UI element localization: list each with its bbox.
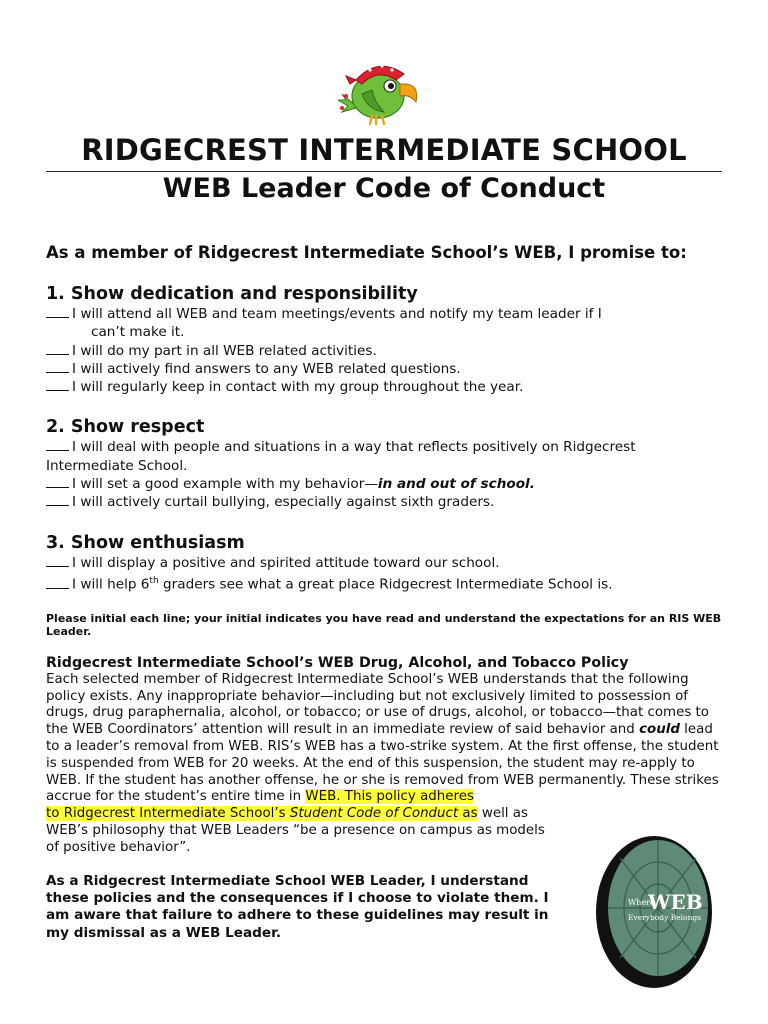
pledge-item: I will attend all WEB and team meetings/events and notify my team leader if I (46, 305, 722, 323)
pledge-item: I will do my part in all WEB related activities. (46, 342, 722, 360)
badge-web-text: WEB (648, 890, 703, 914)
section-enthusiasm (46, 532, 722, 594)
initial-blank[interactable] (46, 438, 69, 451)
web-badge-logo (592, 832, 716, 992)
policy-philosophy: WEB’s philosophy that WEB Leaders “be a presence on campus as models of positive behavior”. (46, 822, 545, 855)
initial-blank[interactable] (46, 360, 69, 373)
parrot-icon (338, 50, 430, 130)
initial-instructions: Please initial each line; your initial indicates you have read and understand the expectations for an RIS WEB Leader. (46, 611, 722, 639)
highlighted-text: to Ridgecrest Intermediate School’s Student Code of Conduct as (46, 806, 478, 822)
policy-text: Each selected member of Ridgecrest Intermediate School’s WEB understands that the following policy exists. Any inappropriate behavior—including but not exclusively limited to possession of drugs, drug paraphernalia, alcohol, or tobacco; or use of drugs, alcohol, or tobacco—that comes to the WEB Coordinators’ attention will result in an immediate review of said behavior and could lead to a leader’s removal from WEB. RIS’s WEB has a two-strike system. At the first offense, the student is suspended from WEB for 20 weeks. At the end of this suspension, the student may re-apply to WEB. If the student has another offense, he or she is removed from WEB permanently. These strikes accrue for the student’s entire time in WEB. This policy adheres to Ridgecrest Intermediate School’s Student Code of Conduct as well as (46, 671, 719, 822)
initial-blank[interactable] (46, 378, 69, 391)
initial-blank[interactable] (46, 576, 69, 589)
badge-tagline-text: Everybody Belongs (628, 913, 702, 922)
pledge-item-continued: Intermediate School. (46, 457, 188, 474)
ordinal-suffix: th (149, 575, 159, 586)
pledge-item: I will regularly keep in contact with my group throughout the year. (46, 378, 722, 396)
section-respect (46, 416, 722, 511)
pledge-item: I will display a positive and spirited attitude toward our school. (46, 554, 722, 572)
highlighted-text: WEB. This policy adheres (305, 789, 474, 805)
initial-blank[interactable] (46, 305, 69, 318)
section-heading: 3. Show enthusiasm (46, 532, 245, 553)
pledge-item: I will set a good example with my behavior—in and out of school. (46, 475, 722, 493)
initial-blank[interactable] (46, 475, 69, 488)
pledge-item: I will actively curtail bullying, especially against sixth graders. (46, 493, 722, 511)
section-heading: 1. Show dedication and responsibility (46, 284, 418, 304)
web-badge-icon (592, 832, 716, 992)
intro-statement: As a member of Ridgecrest Intermediate School’s WEB, I promise to: (46, 243, 687, 262)
document-title: WEB Leader Code of Conduct (162, 173, 606, 204)
section-heading: 2. Show respect (46, 417, 205, 438)
pledge-item: I will help 6th graders see what a great place Ridgecrest Intermediate School is. (46, 572, 722, 594)
pledge-item-continued: can’t make it. (91, 324, 185, 341)
pledge-item: I will deal with people and situations in a way that reflects positively on Ridgecrest (46, 438, 722, 456)
initial-blank[interactable] (46, 342, 69, 355)
school-name: RIDGECREST INTERMEDIATE SCHOOL (81, 133, 687, 167)
policy-heading: Ridgecrest Intermediate School’s WEB Drug, Alcohol, and Tobacco Policy (46, 654, 629, 671)
pledge-item: I will actively find answers to any WEB related questions. (46, 360, 722, 378)
leader-acknowledgement: As a Ridgecrest Intermediate School WEB Leader, I understand these policies and the consequences if I choose to violate them. I am aware that failure to adhere to these guidelines may result in my dismissal as a WEB Leader. (46, 872, 549, 941)
initial-blank[interactable] (46, 493, 69, 506)
policy-emphasis: could (639, 722, 680, 738)
badge-small-text: Where (628, 898, 655, 907)
section-dedication (46, 283, 722, 396)
initial-blank[interactable] (46, 554, 69, 567)
parrot-mascot-logo (338, 50, 430, 130)
emphasis-text: in and out of school. (377, 476, 535, 493)
